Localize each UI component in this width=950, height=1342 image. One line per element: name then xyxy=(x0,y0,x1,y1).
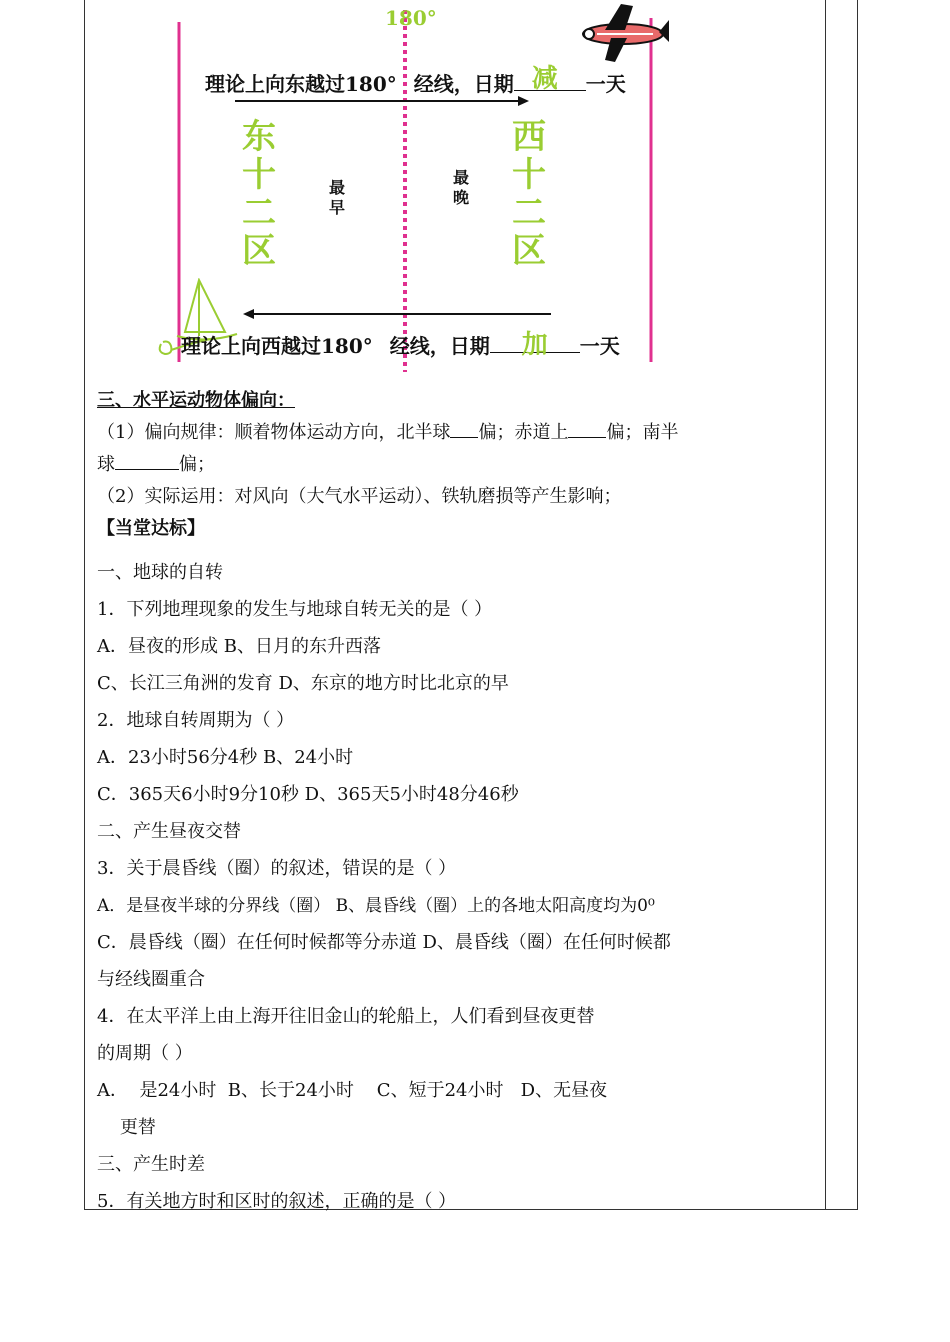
west-rule-blank xyxy=(490,330,580,360)
practice-line: 4．在太平洋上由上海开往旧金山的轮船上，人们看到昼夜更替 xyxy=(97,1006,595,1027)
west-rule-suffix: 经线，日期 xyxy=(389,334,490,358)
date-line-diagram xyxy=(85,0,825,380)
earliest-char: 早 xyxy=(329,198,346,217)
practice-line: 的周期（ ） xyxy=(97,1043,193,1064)
east-12-zone-label xyxy=(239,118,279,270)
practice-line: A．是昼夜半球的分界线（圈） B、晨昏线（圈）上的各地太阳高度均为0⁰ xyxy=(97,896,655,916)
practice-line: A．23小时56分4秒 B、24小时 xyxy=(97,747,354,768)
practice-line: 更替 xyxy=(97,1117,156,1138)
east-rule-prefix: 理论上向东越过180° xyxy=(205,72,397,96)
blank-equator xyxy=(568,419,606,438)
practice-line: A．昼夜的形成 B、日月的东升西落 xyxy=(97,636,381,657)
right-zone-char: 区 xyxy=(512,231,546,271)
practice-line: C、长江三角洲的发育 D、东京的地方时比北京的早 xyxy=(97,673,509,694)
practice-line: 三、产生时差 xyxy=(97,1154,205,1175)
item1-text-d: 球 xyxy=(97,454,115,475)
practice-line: 二、产生昼夜交替 xyxy=(97,821,241,842)
right-zone-char: 十 xyxy=(512,155,546,195)
latest-char: 最 xyxy=(453,168,470,187)
blank-north xyxy=(450,419,478,438)
item1-text-c: 偏；南半 xyxy=(606,422,679,443)
west-rule-tail: 一天 xyxy=(579,334,620,358)
practice-line: A． 是24小时 B、长于24小时 C、短于24小时 D、无昼夜 xyxy=(97,1080,608,1101)
practice-line: C．365天6小时9分10秒 D、365天5小时48分46秒 xyxy=(97,784,519,805)
airplane-icon xyxy=(575,2,671,64)
swirl-ornament-icon xyxy=(160,342,172,355)
west-rule xyxy=(181,330,620,359)
latest-char: 晚 xyxy=(453,188,470,207)
practice-line: 1．下列地理现象的发生与地球自转无关的是（ ） xyxy=(97,599,493,620)
east-rule-tail: 一天 xyxy=(585,72,626,96)
practice-line: 与经线圈重合 xyxy=(97,969,205,990)
left-zone-char: 东 xyxy=(242,117,276,157)
section3-item1-line1 xyxy=(97,418,678,444)
item1-text-a: （1）偏向规律：顺着物体运动方向，北半球 xyxy=(97,422,451,443)
west-rule-prefix: 理论上向西越过180° xyxy=(181,334,373,358)
left-zone-char: 十 xyxy=(242,155,276,195)
left-zone-char: 二 xyxy=(242,193,276,233)
section3-item1-line2 xyxy=(97,450,215,476)
east-rule-blank xyxy=(514,64,586,94)
practice-heading: 【当堂达标】 xyxy=(97,518,205,539)
east-rule-suffix: 经线，日期 xyxy=(413,72,514,96)
practice-line: 5．有关地方时和区时的叙述，正确的是（ ） xyxy=(97,1191,457,1212)
east-rule xyxy=(205,64,626,97)
earliest-label xyxy=(329,178,349,218)
left-zone-char: 区 xyxy=(242,231,276,271)
west-rule-answer: 加 xyxy=(521,330,548,360)
practice-line: 3．关于晨昏线（圈）的叙述，错误的是（ ） xyxy=(97,858,457,879)
latest-label xyxy=(453,168,473,208)
section3-item2: （2）实际运用：对风向（大气水平运动）、铁轨磨损等产生影响； xyxy=(97,486,622,507)
east-rule-answer: 减 xyxy=(531,64,558,94)
west-12-zone-label xyxy=(509,118,549,270)
column-divider xyxy=(825,0,826,1209)
meridian-label: 180° xyxy=(385,6,437,30)
right-zone-char: 二 xyxy=(512,193,546,233)
practice-line: 2．地球自转周期为（ ） xyxy=(97,710,295,731)
item1-text-b: 偏；赤道上 xyxy=(478,422,569,443)
item1-text-e: 偏； xyxy=(179,454,215,475)
east-arrow-head xyxy=(518,96,529,106)
practice-line: C．晨昏线（圈）在任何时候都等分赤道 D、晨昏线（圈）在任何时候都 xyxy=(97,932,671,953)
page-frame xyxy=(84,0,858,1210)
earliest-char: 最 xyxy=(329,178,346,197)
blank-south xyxy=(115,451,179,470)
practice-line: 一、地球的自转 xyxy=(97,562,223,583)
section3-heading: 三、水平运动物体偏向： xyxy=(97,390,295,411)
right-zone-char: 西 xyxy=(512,117,546,157)
